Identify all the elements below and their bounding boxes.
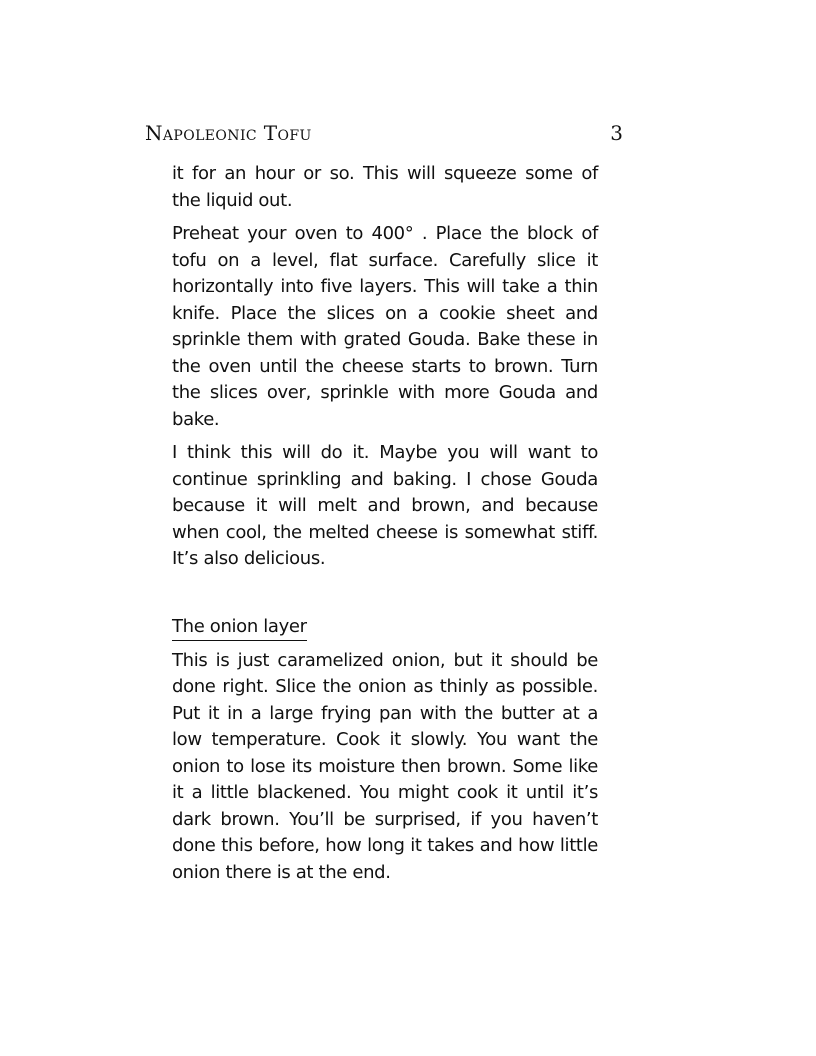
paragraph-oven-prep: Preheat your oven to 400° . Place the block of tofu on a level, flat surface. Carefully slice it horizontally into five layers. This will take a thin knife. Place the slices on a cookie sheet and sprinkle them with grated Gouda. Bake these in the oven until the cheese starts to brown. Turn the slices over, sprinkle with more Gouda and bake. <box>172 223 598 430</box>
paragraph-continuation: it for an hour or so. This will squeeze some of the liquid out. <box>172 163 598 211</box>
paragraph-gouda-note: I think this will do it. Maybe you will want to continue sprinkling and baking. I chose Gouda because it will melt and brown, and because when cool, the melted cheese is somewhat stiff. It’s also delicious. <box>172 442 598 569</box>
paragraph-onion-instructions: This is just caramelized onion, but it should be done right. Slice the onion as thinly as possible. Put it in a large frying pan with the butter at a low temperature. Cook it slowly. You want the onion to lose its moisture then brown. Some like it a little blackened. You might cook it until it’s dark brown. You’ll be surprised, if you haven’t done this before, how long it takes and how little onion there is at the end. <box>172 649 598 883</box>
section-heading-onion-layer: The onion layer <box>172 615 307 641</box>
running-header <box>145 118 625 148</box>
page-number: 3 <box>610 121 623 145</box>
body-text-column <box>172 161 598 893</box>
running-header-title: Napoleonic Tofu <box>145 121 312 145</box>
